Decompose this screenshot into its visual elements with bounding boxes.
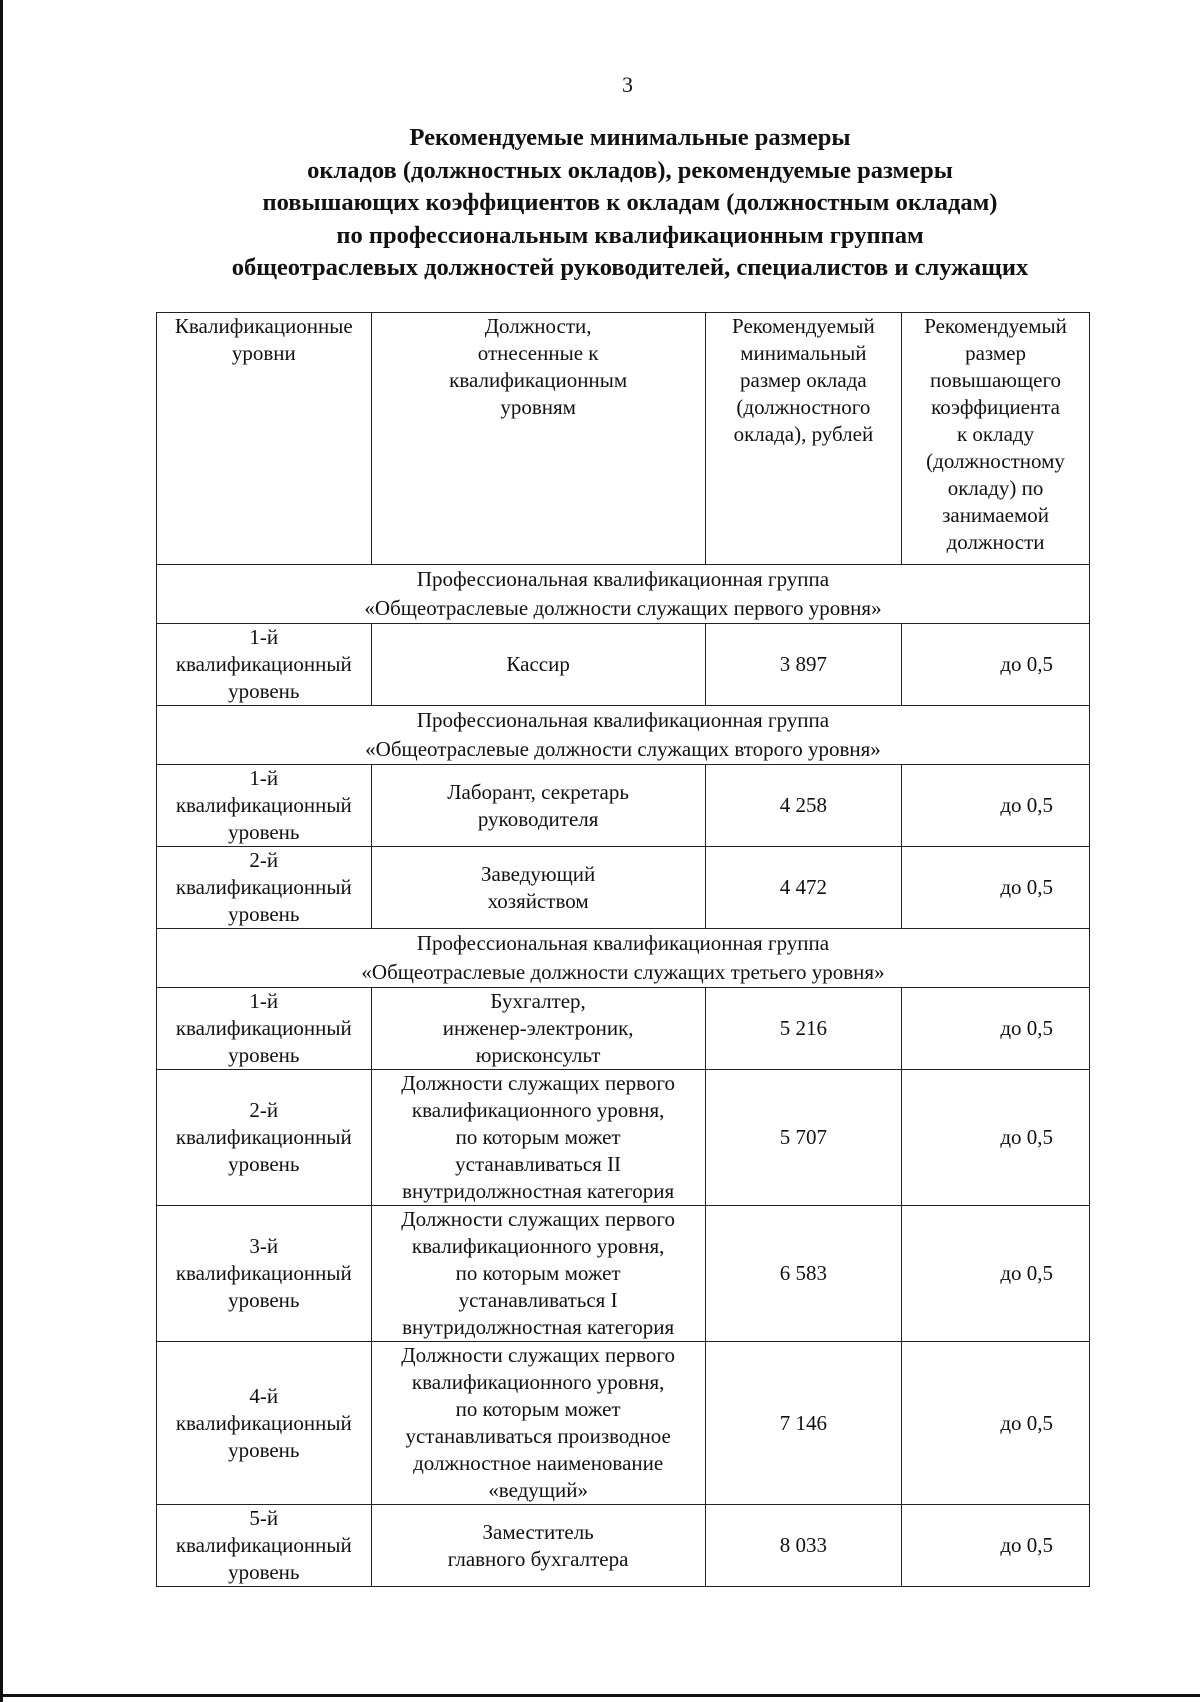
table-row — [157, 1070, 1090, 1206]
coefficient-cell: до 0,5 — [902, 1505, 1090, 1587]
qualification-level-cell: 1-й квалификационный уровень — [157, 765, 372, 847]
salary-cell: 4 258 — [705, 765, 901, 847]
salary-cell: 5 707 — [705, 1070, 901, 1206]
table-row — [157, 624, 1090, 706]
group-header-row — [157, 706, 1090, 765]
positions-cell: Лаборант, секретарь руководителя — [371, 765, 705, 847]
salary-table — [156, 312, 1090, 1587]
qualification-level-cell: 1-й квалификационный уровень — [157, 988, 372, 1070]
header-qualification-levels: Квалификационные уровни — [157, 313, 372, 565]
coefficient-cell: до 0,5 — [902, 1070, 1090, 1206]
coefficient-cell: до 0,5 — [902, 988, 1090, 1070]
positions-cell: Заместитель главного бухгалтера — [371, 1505, 705, 1587]
salary-cell: 7 146 — [705, 1342, 901, 1505]
positions-cell: Должности служащих первого квалификационного уровня, по которым может устанавливаться II внутридолжностная категория — [371, 1070, 705, 1206]
coefficient-cell: до 0,5 — [902, 1342, 1090, 1505]
title-line: по профессиональным квалификационным группам — [336, 221, 924, 249]
table-header-row — [157, 313, 1090, 565]
table-row — [157, 1206, 1090, 1342]
coefficient-cell: до 0,5 — [902, 765, 1090, 847]
coefficient-cell: до 0,5 — [902, 1206, 1090, 1342]
table-row — [157, 765, 1090, 847]
group-title: Профессиональная квалификационная группа «Общеотраслевые должности служащих первого уровня» — [157, 565, 1090, 624]
group-title: Профессиональная квалификационная группа «Общеотраслевые должности служащих третьего уровня» — [157, 929, 1090, 988]
coefficient-cell: до 0,5 — [902, 624, 1090, 706]
scan-bottom-border — [0, 1694, 1200, 1697]
table-row — [157, 847, 1090, 929]
group-header-row — [157, 929, 1090, 988]
group-title: Профессиональная квалификационная группа «Общеотраслевые должности служащих второго уровня» — [157, 706, 1090, 765]
positions-cell: Заведующий хозяйством — [371, 847, 705, 929]
header-coefficient: Рекомендуемый размер повышающего коэффициента к окладу (должностному окладу) по занимаемой должности — [902, 313, 1090, 565]
page-number: 3 — [622, 72, 633, 97]
qualification-level-cell: 2-й квалификационный уровень — [157, 847, 372, 929]
title-line: общеотраслевых должностей руководителей, специалистов и служащих — [231, 254, 1029, 281]
table-row — [157, 1505, 1090, 1587]
table-row — [157, 1342, 1090, 1505]
qualification-level-cell: 3-й квалификационный уровень — [157, 1206, 372, 1342]
table-body — [157, 565, 1090, 1587]
title-line: Рекомендуемые минимальные размеры — [409, 124, 851, 151]
qualification-level-cell: 2-й квалификационный уровень — [157, 1070, 372, 1206]
group-header-row — [157, 565, 1090, 624]
title-line: повышающих коэффициентов к окладам (должностным окладам) — [262, 189, 998, 216]
header-min-salary: Рекомендуемый минимальный размер оклада (должностного оклада), рублей — [705, 313, 901, 565]
table-row — [157, 988, 1090, 1070]
salary-cell: 6 583 — [705, 1206, 901, 1342]
header-positions: Должности, отнесенные к квалификационным уровням — [371, 313, 705, 565]
title-line: окладов (должностных окладов), рекомендуемые размеры — [307, 156, 953, 184]
positions-cell: Должности служащих первого квалификационного уровня, по которым может устанавливаться I внутридолжностная категория — [371, 1206, 705, 1342]
coefficient-cell: до 0,5 — [902, 847, 1090, 929]
salary-cell: 5 216 — [705, 988, 901, 1070]
salary-cell: 3 897 — [705, 624, 901, 706]
salary-cell: 4 472 — [705, 847, 901, 929]
salary-cell: 8 033 — [705, 1505, 901, 1587]
scan-left-border — [0, 0, 3, 1702]
positions-cell: Кассир — [371, 624, 705, 706]
qualification-level-cell: 1-й квалификационный уровень — [157, 624, 372, 706]
positions-cell: Должности служащих первого квалификационного уровня, по которым может устанавливаться производное должностное наименование «ведущий» — [371, 1342, 705, 1505]
qualification-level-cell: 4-й квалификационный уровень — [157, 1342, 372, 1505]
document-title — [160, 122, 1100, 285]
positions-cell: Бухгалтер, инженер-электроник, юрисконсульт — [371, 988, 705, 1070]
qualification-level-cell: 5-й квалификационный уровень — [157, 1505, 372, 1587]
